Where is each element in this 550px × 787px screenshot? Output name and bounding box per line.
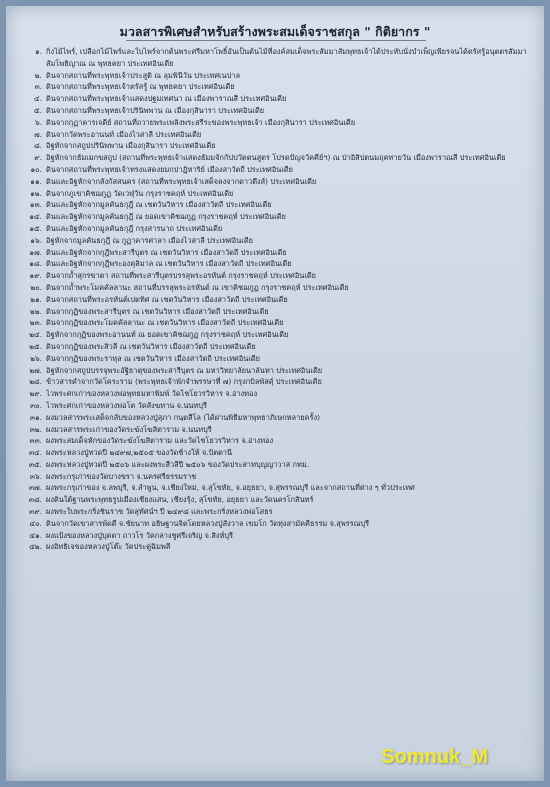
- list-item: [6, 400, 544, 412]
- item-text: ดินจากกุฏิของพระโมคคัลลานะ ณ เชตวันวิหาร เมืองสาวัตถี ประเทศอินเดีย: [46, 318, 284, 328]
- item-number: ๔.: [34, 94, 42, 104]
- item-text: ดินจากกุฏิของพระสารีบุตร ณ เชตวันวิหาร เมืองสาวัตถี ประเทศอินเดีย: [46, 306, 269, 316]
- item-text: ดินจากกุฏิของพระราหุล ณ เชตวันวิหาร เมืองสาวัตถี ประเทศอินเดีย: [46, 353, 261, 363]
- item-text: ผงดินใต้ฐานพระพุทธรูปเมืองเชียงแสน, เชียงรุ้ง, สุโขทัย, อยุธยา และวัดนครโกสินทร์: [46, 495, 314, 505]
- list-item: [6, 235, 544, 247]
- list-item: [6, 424, 544, 436]
- item-text: ดินและอิฐหักจากมูลคันธกุฎี ณ ยอดเขาคิชฌกูฏ กรุงราชคฤห์ ประเทศอินเดีย: [46, 212, 286, 222]
- item-number: ๔๐.: [29, 518, 42, 528]
- list-item: [6, 329, 544, 341]
- watermark: Somnuk_M: [381, 746, 488, 768]
- item-text: ดินจากสถานที่พระอรหันต์เปตทิศ ณ เชตวันวิหาร เมืองสาวัตถี ประเทศอินเดีย: [46, 294, 288, 304]
- item-text: ผงพระหลวงปู่ทวดปี ๒๔๙๗,๒๕๐๕ ของวัดช้างให้ จ.ปัตตานี: [46, 448, 232, 458]
- list-item: [6, 518, 544, 530]
- list-item: [6, 176, 544, 188]
- item-number: ๑๐.: [30, 164, 42, 174]
- list-item: [6, 223, 544, 235]
- item-number: ๔๑.: [29, 530, 42, 540]
- list-item: [6, 270, 544, 282]
- item-number: ๒๒.: [29, 306, 42, 316]
- item-text: อิฐหักจากสถูปปรินิพพาน เมืองกุสินารา ประเทศอินเดีย: [46, 141, 216, 151]
- material-list: [6, 46, 544, 553]
- item-number: ๑๕.: [29, 223, 42, 233]
- item-text: ดินและอิฐหักจากมูลคันธกุฎี ณ เชตวันวิหาร เมืองสาวัตถี ประเทศอินเดีย: [46, 200, 272, 210]
- list-item: [6, 258, 544, 270]
- item-number: ๑๓.: [29, 200, 42, 210]
- item-number: ๑๑.: [30, 176, 42, 186]
- document-page: [6, 6, 544, 781]
- list-item: [6, 388, 544, 400]
- item-number: ๖.: [34, 117, 42, 127]
- item-number: ๓๑.: [29, 412, 42, 422]
- list-item: [6, 447, 544, 459]
- item-number: ๑๗.: [29, 247, 42, 257]
- item-number: ๓๘.: [28, 495, 42, 505]
- item-text: ผงพระหลวงปู่ทวดปี ๒๕๐๖ และผงพระสีวลีปี ๒๕๐๖ ของวัดประสาทบุญญาวาส กทม.: [46, 459, 310, 469]
- item-text: ดินจากวัดพระอานนท์ เมืองไวสาลี ประเทศอินเดีย: [46, 129, 202, 139]
- item-text: ผงพระกรุเก่าของ จ.ลพบุรี, จ.ลำพูน, จ.เชียงใหม่, จ.สุโขทัย, จ.อยุธยา, จ.สุพรรณบุรี และจากสถานที่ต่าง ๆ ทั่วประเทศ: [46, 483, 415, 493]
- item-text: ไวพระศกเก่าของหลวงพ่อพุทธมหาพิมพ์ วัดไชโยวรวิหาร จ.อ่างทอง: [46, 389, 258, 399]
- list-item: [6, 482, 544, 494]
- list-item: [6, 376, 544, 388]
- item-number: ๒๓.: [29, 318, 42, 328]
- item-text: ผงพระใบพระกริ่งชินราช วัดสุทัศน์ฯ ปี ๒๔๙๘ และพระกริ่งหลวงพ่อโสธร: [46, 507, 273, 517]
- list-item: [6, 353, 544, 365]
- item-number: ๓๐.: [30, 400, 42, 410]
- item-text: อิฐหักจากสถูปบรรจุพระอัฐิธาตุของพระสารีบุตร ณ มหาวิทยาลัยนาลันทา ประเทศอินเดีย: [46, 365, 323, 375]
- item-number: ๓๙.: [29, 507, 42, 517]
- list-item: [6, 530, 544, 542]
- item-number: ๑๔.: [29, 212, 42, 222]
- item-number: ๒๐.: [30, 282, 42, 292]
- item-number: ๑๘.: [29, 259, 42, 269]
- list-item: [6, 164, 544, 176]
- list-item: [6, 282, 544, 294]
- item-text: ผงมวลสารพระเก่าของวัดระฆังโฆสิตาราม จ.นนทบุรี: [46, 424, 212, 434]
- list-item: [6, 46, 544, 70]
- list-item: [6, 117, 544, 129]
- item-number: ๓๗.: [29, 483, 42, 493]
- list-item: [6, 129, 544, 141]
- item-text: ดินจากสถานที่พระพุทธเจ้าแสดงปฐมเทศนา ณ เมืองพาราณสี ประเทศอินเดีย: [46, 94, 287, 104]
- list-item: [6, 471, 544, 483]
- item-number: ๔๒.: [29, 542, 42, 552]
- item-text: ดินและอิฐหักจากกุฎีพระองคุลิมาล ณ เชตวันวิหาร เมืองสาวัตถี ประเทศอินเดีย: [46, 259, 292, 269]
- item-text: อิฐหักจากมูลคันธกุฎี ณ กูฏาคารศาลา เมืองไวสาลี ประเทศอินเดีย: [46, 235, 253, 245]
- list-item: [6, 93, 544, 105]
- item-text: กิ่งไม้ไพร์, เปลือกไม้ไพร์และใบไพร์จากต้นพระศรีมหาโพธิ์อันเป็นต้นไม้ที่องค์สมเด็จพระสัมมาสัมพุทธเจ้าได้ประทับนั่งบำเพ็ญเพียรจนได้ตรัสรู้อนุตตรสัมมาสัมโพธิญาณ ณ พุทธคยา ประเทศอินเดีย: [46, 47, 527, 68]
- item-text: ดินและอิฐหักจากกุฎีพระสารีบุตร ณ เชตวันวิหาร เมืองสาวัตถี ประเทศอินเดีย: [46, 247, 287, 257]
- list-item: [6, 506, 544, 518]
- item-text: ดินและอิฐหักจากสังกัสสนคร (สถานที่พระพุทธเจ้าเสด็จลงจากดาวดึงส์) ประเทศอินเดีย: [46, 176, 317, 186]
- list-item: [6, 541, 544, 553]
- item-number: ๗.: [34, 129, 42, 139]
- item-text: ผงแป้งของหลวงปู่บุดดา ถาวโร วัดกลางชูศรีเจริญ จ.สิงห์บุรี: [46, 530, 233, 540]
- item-text: ดินจากกุฏิของพระสิวลี ณ เชตวันวิหาร เมืองสาวัตถี ประเทศอินเดีย: [46, 341, 256, 351]
- item-text: ดินจากสถานที่พระพุทธเจ้าตรัสรู้ ณ พุทธคยา ประเทศอินเดีย: [46, 82, 235, 92]
- item-number: ๒๙.: [29, 389, 42, 399]
- list-item: [6, 188, 544, 200]
- list-item: [6, 412, 544, 424]
- list-item: [6, 140, 544, 152]
- item-number: ๒๔.: [29, 330, 42, 340]
- item-text: ดินจากวัดเขาสารพัดดี จ.ชัยนาท อธิษฐานจิตโดยหลวงปู่สังวาล เขมโก วัดทุ่งสามัคคีธรรม จ.สุพรรณบุรี: [46, 518, 370, 528]
- list-item: [6, 459, 544, 471]
- list-item: [6, 211, 544, 223]
- list-item: [6, 152, 544, 164]
- item-text: ผงมวลสารพระเสด็จกลับของหลวงปู่สุภา กนฺตสีโล (ได้ผ่านพิธีมหาพุทธาภิเษกหลายครั้ง): [46, 412, 320, 422]
- item-number: ๓๒.: [29, 424, 42, 434]
- item-number: ๓๕.: [29, 459, 42, 469]
- item-number: ๓๖.: [29, 471, 42, 481]
- item-text: ข้าวสารดำจากวัดโคระราม (พระพุทธเจ้าพักจำพรรษาที่ ๗) กรุงกบิลพัสดุ์ ประเทศอินเดีย: [46, 377, 322, 387]
- list-item: [6, 105, 544, 117]
- item-text: ไวพระศกเก่าของหลวงพ่อโต วัดสังฆทาน จ.นนทบุรี: [46, 400, 207, 410]
- item-text: ผงอิทธิเจของหลวงปู่โต๊ะ วัดประดู่ฉิมพลี: [46, 542, 171, 552]
- item-number: ๕.: [34, 105, 42, 115]
- item-text: ดินจากกุฏาคารเจดีย์ สถานที่ถวายพระเพลิงพระสรีระของพระพุทธเจ้า เมืองกุสินารา ประเทศอินเดีย: [46, 117, 356, 127]
- item-number: ๒๖.: [30, 353, 42, 363]
- item-text: ดินจากถ้ำพระโมคคัลลานะ สถานที่บรรลุพระอรหันต์ ณ เขาคิชฌกูฏ กรุงราชคฤห์ ประเทศอินเดีย: [46, 282, 349, 292]
- item-number: ๘.: [33, 141, 42, 151]
- item-number: ๒๘.: [29, 377, 42, 387]
- document-title: มวลสารพิเศษสำหรับสร้างพระสมเด็จราชสกุล " กิติยากร ": [119, 24, 431, 39]
- list-item: [6, 294, 544, 306]
- item-number: ๙.: [34, 153, 42, 163]
- item-number: ๑.: [34, 47, 42, 56]
- list-item: [6, 199, 544, 211]
- item-text: ดินจากภูเขาคิชฌกูฏ วัดเวฬุวัน กรุงราชคฤห์ ประเทศอินเดีย: [46, 188, 234, 198]
- title-underline: [126, 40, 426, 41]
- item-text: ดินจากสถานที่พระพุทธเจ้าปรินิพพาน ณ เมืองกุสินารา ประเทศอินเดีย: [46, 105, 265, 115]
- list-item: [6, 341, 544, 353]
- item-text: ดินและอิฐหักจากมูลคันธกุฎี กรุงสารนาถ ประเทศอินเดีย: [46, 223, 223, 233]
- list-item: [6, 435, 544, 447]
- item-number: ๑๙.: [29, 271, 42, 281]
- item-number: ๒๑.: [30, 294, 42, 304]
- list-item: [6, 365, 544, 377]
- item-number: ๓๓.: [29, 436, 42, 446]
- item-number: ๑๖.: [30, 235, 42, 245]
- item-number: ๑๒.: [30, 188, 42, 198]
- item-number: ๒๗.: [29, 365, 42, 375]
- item-number: ๒๕.: [29, 341, 42, 351]
- item-number: ๓.: [34, 82, 42, 92]
- list-item: [6, 306, 544, 318]
- list-item: [6, 494, 544, 506]
- list-item: [6, 81, 544, 93]
- list-item: [6, 70, 544, 82]
- item-number: ๒.: [34, 70, 42, 80]
- item-text: ผงพระกรุเก่าของวัดบางขรา จ.นครศรีธรรมราช: [46, 471, 197, 481]
- item-text: อิฐหักจากกุฏิของพระอานนท์ ณ ยอดเขาคิชฌกูฏ กรุงราชคฤห์ ประเทศอินเดีย: [46, 330, 289, 340]
- item-text: ดินจากสถานที่พระพุทธเจ้าประสูติ ณ ลุมพินีวัน ประเทศเนปาล: [46, 70, 240, 80]
- item-text: ดินจากสถานที่พระพุทธเจ้าทรงแสดงยมกปาฏิหาริย์ เมืองสาวัตถี ประเทศอินเดีย: [46, 164, 293, 174]
- list-item: [6, 317, 544, 329]
- item-text: อิฐหักจากธัมเมกขสถูป (สถานที่พระพุทธเจ้าแสดงธัมมจักกัปปวัตตนสูตร โปรดปัญจวัคคีย์ฯ) ณ ป่าอิสิปตนมฤคทายวัน เมืองพาราณสี ประเทศอินเดีย: [46, 153, 506, 163]
- item-number: ๓๔.: [29, 448, 42, 458]
- list-item: [6, 247, 544, 259]
- item-text: ผงพระสมเด็จหักของวัดระฆังโฆสิตาราม และวัดไชโยวรวิหาร จ.อ่างทอง: [46, 436, 274, 446]
- item-text: ดินจากถ้ำสุกรขาตา สถานที่พระสารีบุตรบรรลุพระอรหันต์ กรุงราชคฤห์ ประเทศอินเดีย: [46, 271, 316, 281]
